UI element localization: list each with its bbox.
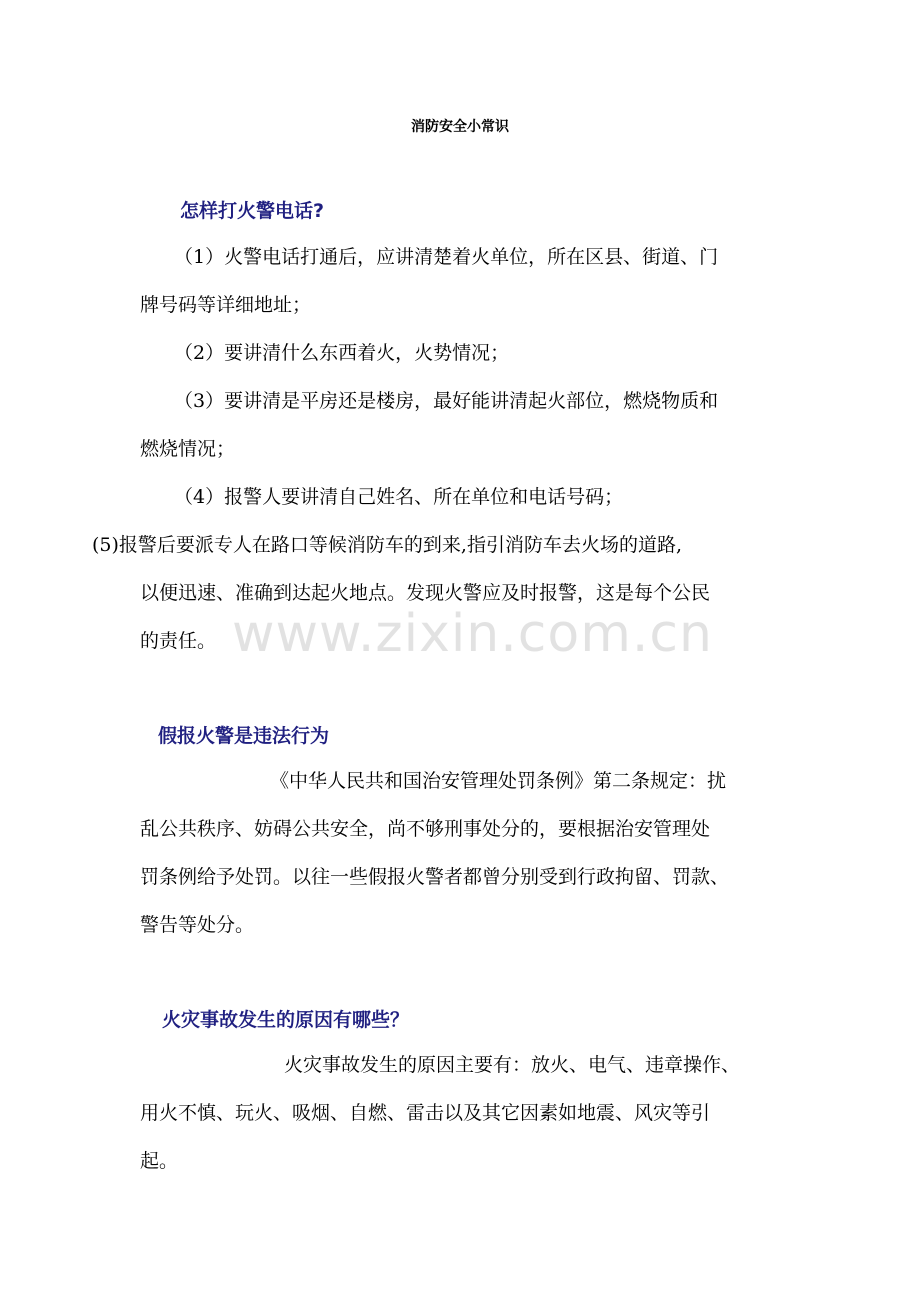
text-line: 《中华人民共和国治安管理处罚条例》第二条规定：扰 (270, 770, 727, 792)
watermark: www.zixin.com.cn (232, 604, 713, 664)
paragraph-item-4 (140, 473, 790, 521)
text-line: 警告等处分。 (140, 914, 255, 936)
section-heading-false-alarm: 假报火警是违法行为 (158, 725, 330, 747)
text-line: 燃烧情况； (140, 438, 236, 460)
paragraph-false-alarm (140, 757, 790, 949)
paragraph-item-1 (140, 233, 790, 281)
text-line: 乱公共秩序、妨碍公共安全，尚不够刑事处分的，要根据治安管理处 (140, 818, 711, 840)
section-heading-fire-call: 怎样打火警电话? (180, 200, 325, 222)
text-line: 以便迅速、准确到达起火地点。发现火警应及时报警，这是每个公民 (140, 582, 711, 604)
text-line: 用火不慎、玩火、吸烟、自燃、雷击以及其它因素如地震、风灾等引 (140, 1102, 711, 1124)
document-title: 消防安全小常识 (411, 119, 509, 135)
text-line: （3）要讲清是平房还是楼房，最好能讲清起火部位，燃烧物质和 (174, 390, 719, 412)
text-line: 罚条例给予处罚。以往一些假报火警者都曾分别受到行政拘留、罚款、 (140, 866, 730, 888)
text-line: 火灾事故发生的原因主要有：放火、电气、违章操作、 (284, 1054, 741, 1076)
text-line: （4）报警人要讲清自己姓名、所在单位和电话号码； (174, 486, 624, 508)
text-line: （2）要讲清什么东西着火，火势情况； (174, 342, 510, 364)
text-line: 牌号码等详细地址； (140, 294, 312, 316)
paragraph-item-1-cont (140, 281, 790, 329)
text-line: (5)报警后要派专人在路口等候消防车的到来,指引消防车去火场的道路, (92, 534, 682, 556)
text-line: 起。 (140, 1150, 179, 1172)
paragraph-fire-causes (140, 1041, 790, 1185)
paragraph-item-2 (140, 329, 790, 377)
text-line: 的责任。 (140, 630, 217, 652)
paragraph-item-3-cont (140, 425, 790, 473)
section-heading-fire-causes: 火灾事故发生的原因有哪些？ (162, 1009, 410, 1031)
text-line: （1）火警电话打通后，应讲清楚着火单位，所在区县、街道、门 (174, 246, 719, 268)
paragraph-item-5 (92, 521, 790, 665)
paragraph-item-3 (140, 377, 790, 425)
